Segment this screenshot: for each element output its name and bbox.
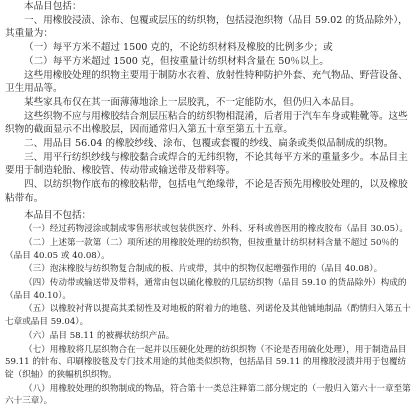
include-item-1-paragraph-2: 某些家具布仅在其一面薄薄地涂上一层胶乳，不一定能防水，但仍归入本品目。: [24, 96, 360, 108]
include-item-1-paragraph-3: 这些织物不应与用橡胶结合剂层压粘合的纺织物相混淆，后者用于汽车车身或鞋靴等。这些织物的截面显示不出橡胶层，因而通常归入第五十章至第五十五章。: [5, 110, 408, 136]
include-item-3: 三、用平行纺织纱线与橡胶黏合或焊合的无纬织物，不论其每平方米的重量多少。本品目主要用于制造轮胎、橡胶管、传动带或输送带及带料等。: [5, 151, 408, 177]
includes-heading: 本品目包括：: [24, 1, 82, 12]
exclusion-item-5: （五）以橡胶衬背以提高其柔韧性及对地板的附着力的地毯、列诺伦及其他铺地制品（酌情归入第五十七章或品目 59.04）。: [5, 304, 411, 328]
exclusion-item-3: （三）泡沫橡胶与纺织物复合制成的板、片或带，其中的织物仅起增强作用的（品目 40.08）。: [24, 264, 383, 275]
exclusion-item-4: （四）传动带或输送带及带料，通常由包以硫化橡胶的几层纺织物（品目 59.10 的货品除外）构成的（品目 40.10）。: [5, 278, 407, 301]
exclusion-item-8: （八）用橡胶处理的织物制成的物品，符合第十一类总注释第二部分规定的（一般归入第六十一章至第六十三章）。: [5, 383, 411, 407]
exclusion-item-2: （二）上述第一款第（二）项所述的用橡胶处理的纺织物，但按重量计纺织材料含量不超过 50％的（品目 40.05 或 40.08）。: [5, 237, 399, 261]
exclusion-item-7: （七）用橡胶将几层织物合在一起并以压硬化处理的纺织织物（不论是否用硫化处理），用于制造品目 59.11 的针布、印刷橡胶毯及专门技术用途的其他类似织物，包括品目 59.11 的用橡胶浸渍并用于包覆纺锭（织轴）的狭幅机织织物。: [5, 344, 407, 380]
include-item-2: 二、用品目 56.04 的橡胶纱线、涂布、包覆或套覆的纱线、扁条或类似品制成的织物。: [24, 138, 394, 150]
include-item-1-intro: 一、用橡胶浸渍、涂布、包覆或层压的纺织物，包括浸泡织物（品目 59.02 的货品除外），其重量为：: [5, 14, 408, 40]
include-item-1-subitem-a: （一）每平方米不超过 1500 克的，不论纺织材料及橡胶的比例多少；或: [24, 42, 333, 54]
include-item-4: 四、以纺织物作底布的橡胶粘带，包括电气绝缘带，不论是否预先用橡胶处理的，以及橡胶粘带布。: [5, 179, 408, 204]
excludes-heading: 本品目不包括：: [24, 209, 92, 221]
exclusion-item-1: （一）经过药物浸涂或制成零售形状或包装供医疗、外科、牙科或兽医用的橡皮胶布（品目 30.05）。: [24, 224, 408, 235]
include-item-1-subitem-b: （二）每平方米超过 1500 克，但按重量计纺织材料含量在 50％以上。: [24, 55, 329, 67]
include-item-1-note: 这些用橡胶处理的织物主要用于制防水衣着、放射性特种防护外套、充气物品、野营设备、卫生用品等。: [5, 69, 408, 95]
exclusion-item-6: （六）品目 58.11 的被褥状纺织产品。: [24, 330, 175, 341]
